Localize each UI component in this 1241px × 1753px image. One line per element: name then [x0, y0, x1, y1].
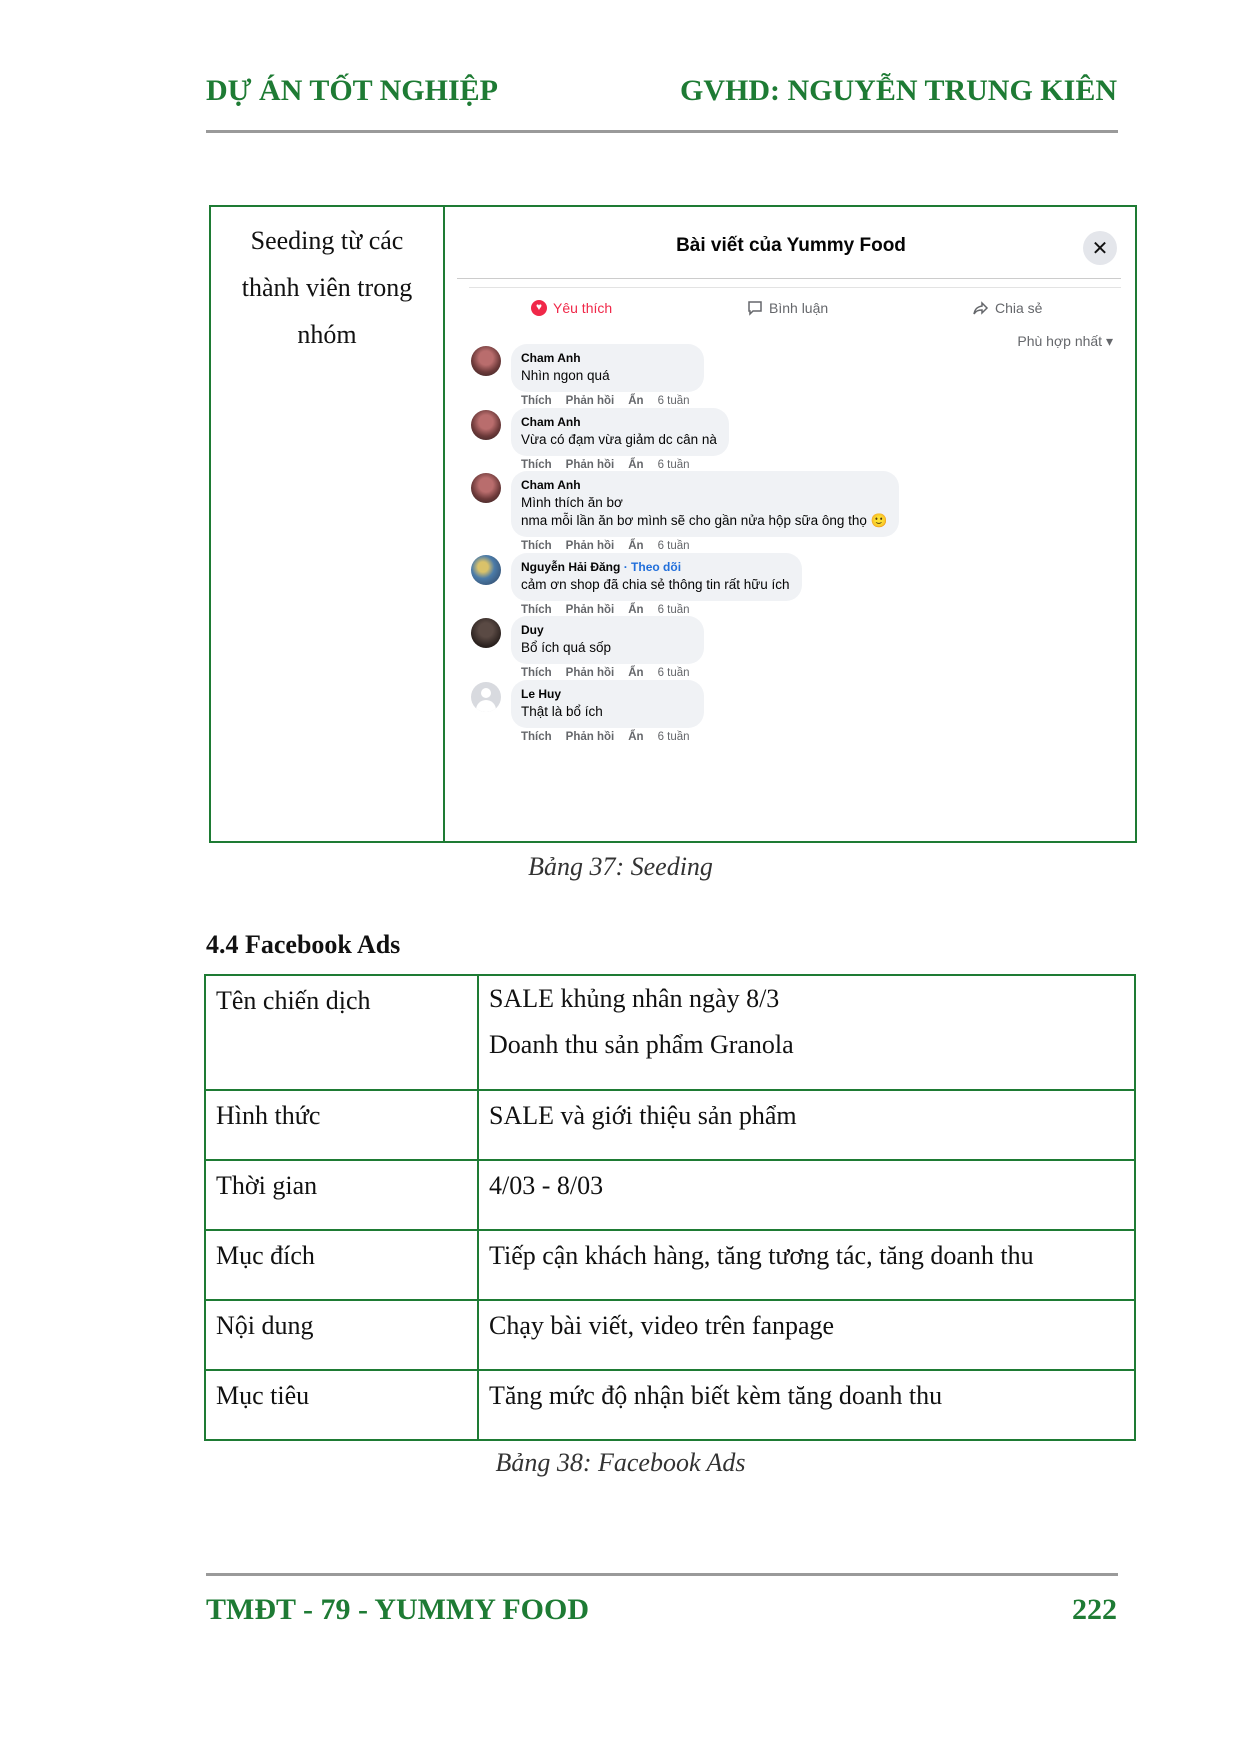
like-button[interactable]: ♥ Yêu thích: [531, 300, 612, 316]
comment-like-link[interactable]: Thích: [521, 667, 552, 679]
seeding-table: [209, 205, 1137, 843]
row-value: Tiếp cận khách hàng, tăng tương tác, tăng doanh thu: [478, 1230, 1135, 1300]
comment-item: [471, 680, 704, 743]
row-key: Tên chiến dịch: [205, 975, 478, 1090]
avatar[interactable]: [471, 555, 501, 585]
divider: [469, 287, 1121, 288]
comment-reply-link[interactable]: Phản hồi: [565, 667, 615, 679]
avatar[interactable]: [471, 682, 501, 712]
divider: [457, 278, 1121, 279]
comment-time: 6 tuần: [657, 667, 690, 679]
comment-meta: [521, 731, 704, 743]
comment-meta: [521, 395, 704, 407]
table-row: [205, 1090, 1135, 1160]
comment-item: [471, 344, 704, 407]
comment-button[interactable]: Bình luận: [747, 300, 828, 316]
comment-text: Bổ ích quá sốp: [521, 640, 612, 655]
comment-author: Nguyễn Hải Đăng · Theo dõi: [521, 560, 682, 574]
comment-meta: [521, 667, 704, 679]
comment-bubble: [511, 471, 899, 537]
comment-bubble: [511, 553, 802, 601]
footer-title: TMĐT - 79 - YUMMY FOOD: [206, 1593, 589, 1626]
comment-like-link[interactable]: Thích: [521, 395, 552, 407]
comment-text: Nhìn ngon quá: [521, 368, 610, 383]
sort-dropdown[interactable]: Phù hợp nhất ▾: [1017, 333, 1113, 349]
table-caption: Bảng 37: Seeding: [528, 852, 713, 881]
comment-text: Thật là bổ ích: [521, 704, 603, 719]
comment-text: cảm ơn shop đã chia sẻ thông tin rất hữu ích: [521, 577, 790, 592]
section-heading: 4.4 Facebook Ads: [206, 930, 401, 959]
facebook-post-screenshot: [447, 207, 1135, 841]
comment-time: 6 tuần: [657, 731, 690, 743]
comment-time: 6 tuần: [657, 540, 690, 552]
heart-icon: ♥: [531, 300, 547, 316]
comment-like-link[interactable]: Thích: [521, 604, 552, 616]
comment-author[interactable]: Le Huy: [521, 687, 562, 701]
comment-item: [471, 408, 729, 471]
avatar[interactable]: [471, 618, 501, 648]
row-value: SALE và giới thiệu sản phẩm: [478, 1090, 1135, 1160]
comment-time: 6 tuần: [657, 395, 690, 407]
comment-like-link[interactable]: Thích: [521, 459, 552, 471]
comment-text: Mình thích ăn bơ: [521, 495, 623, 510]
comment-hide-link[interactable]: Ẩn: [628, 459, 644, 471]
comment-author[interactable]: Duy: [521, 623, 544, 637]
comment-like-link[interactable]: Thích: [521, 540, 552, 552]
comment-author[interactable]: Cham Anh: [521, 351, 581, 365]
comment-hide-link[interactable]: Ẩn: [628, 395, 644, 407]
avatar[interactable]: [471, 410, 501, 440]
seeding-label: Seeding từ các thành viên trong nhóm: [211, 207, 445, 841]
row-value: Tăng mức độ nhận biết kèm tăng doanh thu: [478, 1370, 1135, 1440]
comment-reply-link[interactable]: Phản hồi: [565, 604, 615, 616]
row-key: Thời gian: [205, 1160, 478, 1230]
comment-item: [471, 553, 802, 616]
comment-hide-link[interactable]: Ẩn: [628, 731, 644, 743]
comment-hide-link[interactable]: Ẩn: [628, 540, 644, 552]
comment-text: Vừa có đạm vừa giảm dc cân nà: [521, 432, 717, 447]
comment-meta: [521, 604, 802, 616]
comment-author[interactable]: Cham Anh: [521, 478, 581, 492]
comment-reply-link[interactable]: Phản hồi: [565, 540, 615, 552]
comment-hide-link[interactable]: Ẩn: [628, 604, 644, 616]
comment-meta: [521, 459, 729, 471]
comment-bubble: [511, 680, 704, 728]
comment-reply-link[interactable]: Phản hồi: [565, 459, 615, 471]
comment-item: [471, 471, 899, 552]
row-value: 4/03 - 8/03: [478, 1160, 1135, 1230]
comment-text: nma mỗi lần ăn bơ mình sẽ cho gần nửa hộp sữa ông thọ 🙂: [521, 513, 888, 528]
row-key: Nội dung: [205, 1300, 478, 1370]
post-title: Bài viết của Yummy Food: [676, 235, 906, 256]
comment-time: 6 tuần: [657, 604, 690, 616]
table-row: [205, 1230, 1135, 1300]
comment-hide-link[interactable]: Ẩn: [628, 667, 644, 679]
comment-bubble: [511, 616, 704, 664]
header-divider: [206, 130, 1118, 133]
row-key: Mục đích: [205, 1230, 478, 1300]
facebook-ads-table: [204, 974, 1136, 1441]
comment-meta: [521, 540, 899, 552]
footer-divider: [206, 1573, 1118, 1576]
comment-reply-link[interactable]: Phản hồi: [565, 395, 615, 407]
close-icon: ✕: [1091, 237, 1109, 260]
comment-item: [471, 616, 704, 679]
share-icon: [973, 300, 989, 316]
header-advisor: GVHD: NGUYỄN TRUNG KIÊN: [680, 74, 1117, 107]
follow-link[interactable]: · Theo dõi: [623, 560, 682, 574]
row-key: Mục tiêu: [205, 1370, 478, 1440]
comment-author[interactable]: Cham Anh: [521, 415, 581, 429]
table-caption: Bảng 38: Facebook Ads: [495, 1448, 746, 1477]
table-row: [205, 1160, 1135, 1230]
table-row: [205, 1300, 1135, 1370]
table-row: [205, 975, 1135, 1090]
caret-down-icon: ▾: [1105, 333, 1113, 349]
avatar[interactable]: [471, 473, 501, 503]
comment-reply-link[interactable]: Phản hồi: [565, 731, 615, 743]
comment-bubble: [511, 408, 729, 456]
share-button[interactable]: Chia sẻ: [973, 300, 1042, 316]
page-number: 222: [1072, 1593, 1117, 1626]
avatar[interactable]: [471, 346, 501, 376]
comment-icon: [747, 300, 763, 316]
table-row: [205, 1370, 1135, 1440]
comment-like-link[interactable]: Thích: [521, 731, 552, 743]
row-value: SALE khủng nhân ngày 8/3 Doanh thu sản phẩm Granola: [478, 975, 1135, 1090]
close-button[interactable]: [1083, 231, 1117, 265]
row-key: Hình thức: [205, 1090, 478, 1160]
row-value: Chạy bài viết, video trên fanpage: [478, 1300, 1135, 1370]
header-project-title: DỰ ÁN TỐT NGHIỆP: [206, 74, 498, 107]
comment-bubble: [511, 344, 704, 392]
comment-time: 6 tuần: [657, 459, 690, 471]
